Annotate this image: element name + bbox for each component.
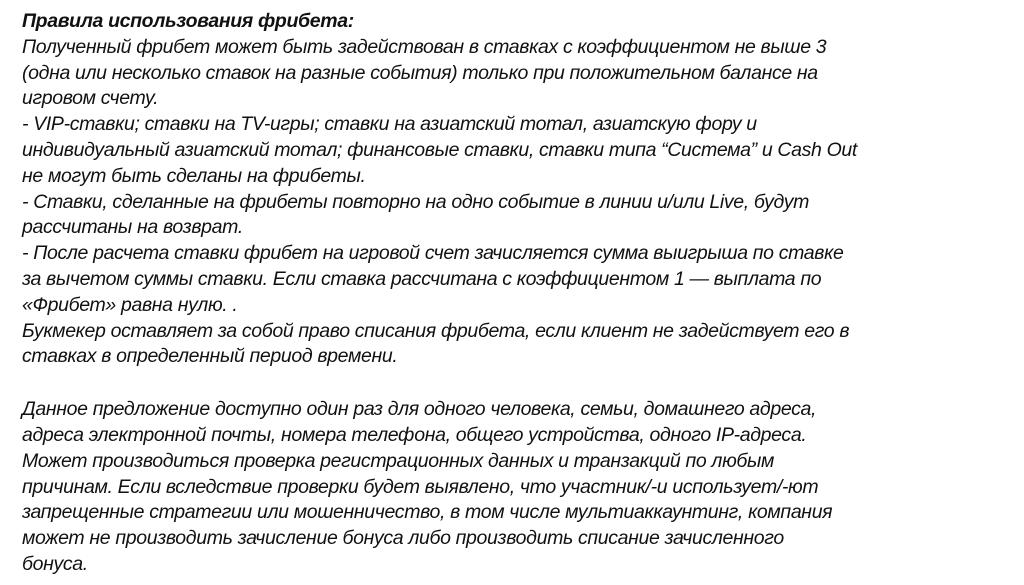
text-line: - VIP-ставки; ставки на TV-игры; ставки на азиатский тотал, азиатскую фору и (22, 113, 757, 136)
document-title: Правила использования фрибета: (22, 10, 354, 32)
document-body (22, 9, 857, 578)
text-line: - Ставки, сделанные на фрибеты повторно на одно событие в линии и/или Live, будут (22, 190, 810, 213)
text-line: за вычетом суммы ставки. Если ставка рассчитана с коэффициентом 1 — выплата по (22, 267, 822, 290)
text-line: адреса электронной почты, номера телефона, общего устройства, одного IP-адреса. (22, 423, 807, 446)
offer-terms-section (22, 397, 857, 578)
text-line: бонуса. (22, 552, 88, 575)
text-line: Данное предложение доступно один раз для одного человека, семьи, домашнего адреса, (22, 398, 817, 421)
paragraph-spacer (22, 370, 857, 397)
text-line: индивидуальный азиатский тотал; финансовые ставки, ставки типа “Система” и Cash Out (22, 138, 857, 161)
text-line: - После расчета ставки фрибет на игровой счет зачисляется сумма выигрыша по ставке (22, 242, 844, 265)
text-line: Полученный фрибет может быть задействован в ставках с коэффициентом не выше 3 (22, 35, 827, 58)
text-line: игровом счету. (22, 87, 159, 110)
text-line: не могут быть сделаны на фрибеты. (22, 164, 366, 187)
text-line: причинам. Если вследствие проверки будет выявлено, что участник/-и использует/-ют (22, 475, 819, 498)
text-line: может не производить зачисление бонуса либо производить списание зачисленного (22, 527, 784, 550)
text-line: Букмекер оставляет за собой право списания фрибета, если клиент не задействует его в (22, 319, 850, 342)
text-line: запрещенные стратегии или мошенничество, в том числе мультиаккаунтинг, компания (22, 501, 833, 524)
freebet-rules-section (22, 35, 857, 370)
text-line: рассчитаны на возврат. (22, 216, 243, 239)
text-line: Может производиться проверка регистрационных данных и транзакций по любым (22, 449, 775, 472)
text-line: (одна или несколько ставок на разные события) только при положительном балансе на (22, 61, 818, 84)
text-line: ставках в определенный период времени. (22, 345, 398, 368)
text-line: «Фрибет» равна нулю. . (22, 293, 238, 316)
